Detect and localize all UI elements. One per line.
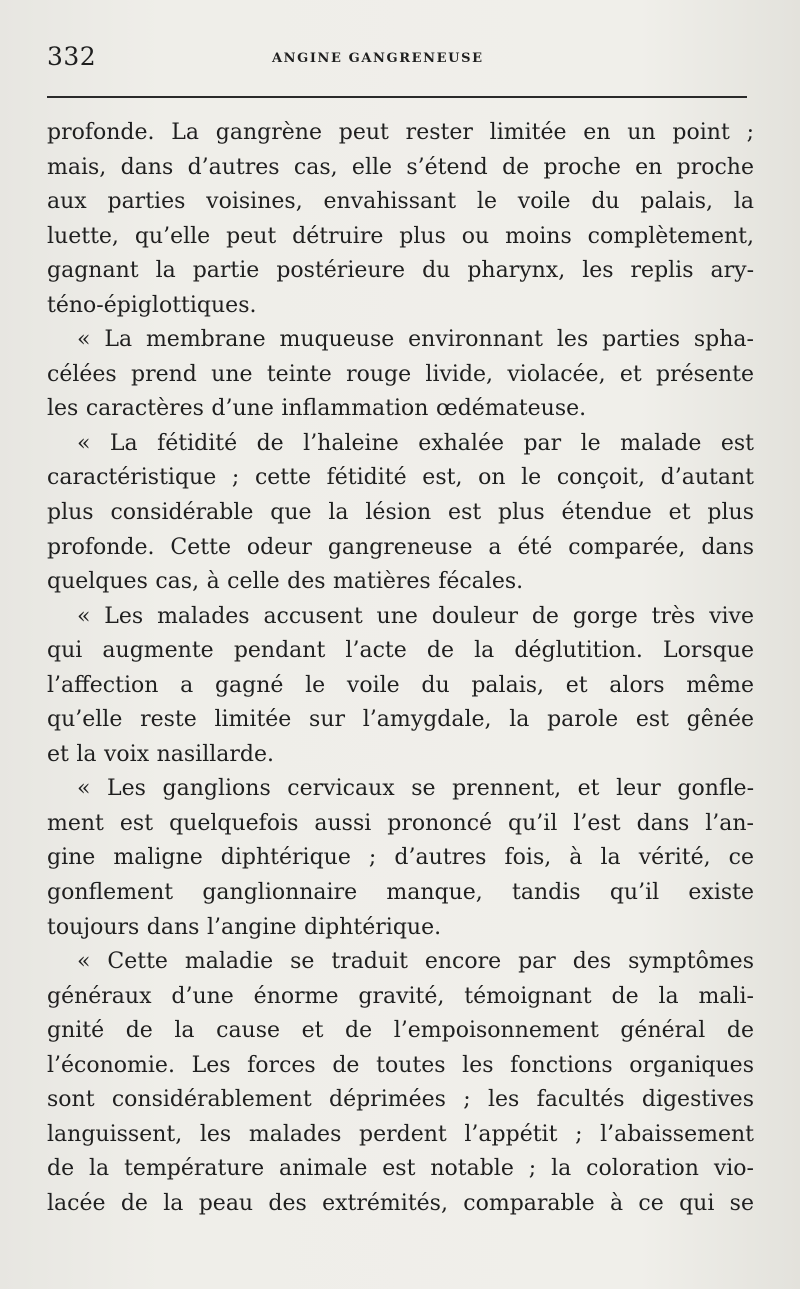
text-line: téno-épiglottiques. [47, 292, 257, 318]
text-line: de la température animale est notable ; la coloration vio- [47, 1156, 754, 1182]
text-line: l’affection a gagné le voile du palais, et alors même [47, 672, 754, 698]
text-line: généraux d’une énorme gravité, témoignant de la mali- [47, 983, 754, 1009]
text-line: caractéristique ; cette fétidité est, on le conçoit, d’autant [47, 465, 754, 491]
page-number: 332 [47, 42, 97, 71]
text-line: languissent, les malades perdent l’appétit ; l’abaissement [47, 1121, 754, 1147]
text-line: « La membrane muqueuse environnant les parties spha- [77, 327, 754, 353]
text-line: quelques cas, à celle des matières fécales. [47, 569, 524, 595]
text-line: gine maligne diphtérique ; d’autres fois, à la vérité, ce [47, 845, 754, 871]
text-line: « Les ganglions cervicaux se prennent, et leur gonfle- [77, 776, 754, 802]
running-title: ANGINE GANGRENEUSE [272, 51, 484, 66]
text-line: sont considérablement déprimées ; les facultés digestives [47, 1087, 754, 1113]
text-line: toujours dans l’angine diphtérique. [47, 914, 442, 940]
text-line: profonde. Cette odeur gangreneuse a été comparée, dans [47, 534, 754, 560]
text-line: qu’elle reste limitée sur l’amygdale, la parole est gênée [47, 707, 754, 733]
body-text [47, 116, 754, 1222]
text-line: et la voix nasillarde. [47, 741, 275, 767]
text-line: « Cette maladie se traduit encore par des symptômes [77, 949, 754, 975]
text-line: mais, dans d’autres cas, elle s’étend de proche en proche [47, 154, 754, 180]
text-line: gagnant la partie postérieure du pharynx, les replis ary- [47, 258, 754, 284]
text-line: « La fétidité de l’haleine exhalée par le malade est [77, 430, 754, 456]
text-line: gnité de la cause et de l’empoisonnement général de [47, 1018, 754, 1044]
text-line: aux parties voisines, envahissant le voile du palais, la [47, 189, 754, 215]
text-line: lacée de la peau des extrémités, comparable à ce qui se [47, 1190, 754, 1216]
text-line: gonflement ganglionnaire manque, tandis qu’il existe [47, 880, 754, 906]
text-line: « Les malades accusent une douleur de gorge très vive [77, 603, 754, 629]
text-line: profonde. La gangrène peut rester limitée en un point ; [47, 120, 754, 145]
page-header [47, 38, 752, 78]
text-line: ment est quelquefois aussi prononcé qu’il l’est dans l’an- [47, 810, 754, 836]
text-line: qui augmente pendant l’acte de la déglutition. Lorsque [47, 638, 754, 664]
text-line: luette, qu’elle peut détruire plus ou moins complètement, [47, 223, 754, 249]
text-line: les caractères d’une inflammation œdémateuse. [47, 396, 587, 422]
text-line: l’économie. Les forces de toutes les fonctions organiques [47, 1052, 754, 1078]
text-line: plus considérable que la lésion est plus étendue et plus [47, 500, 754, 526]
header-rule [47, 96, 747, 98]
text-line: célées prend une teinte rouge livide, violacée, et présente [47, 361, 754, 387]
